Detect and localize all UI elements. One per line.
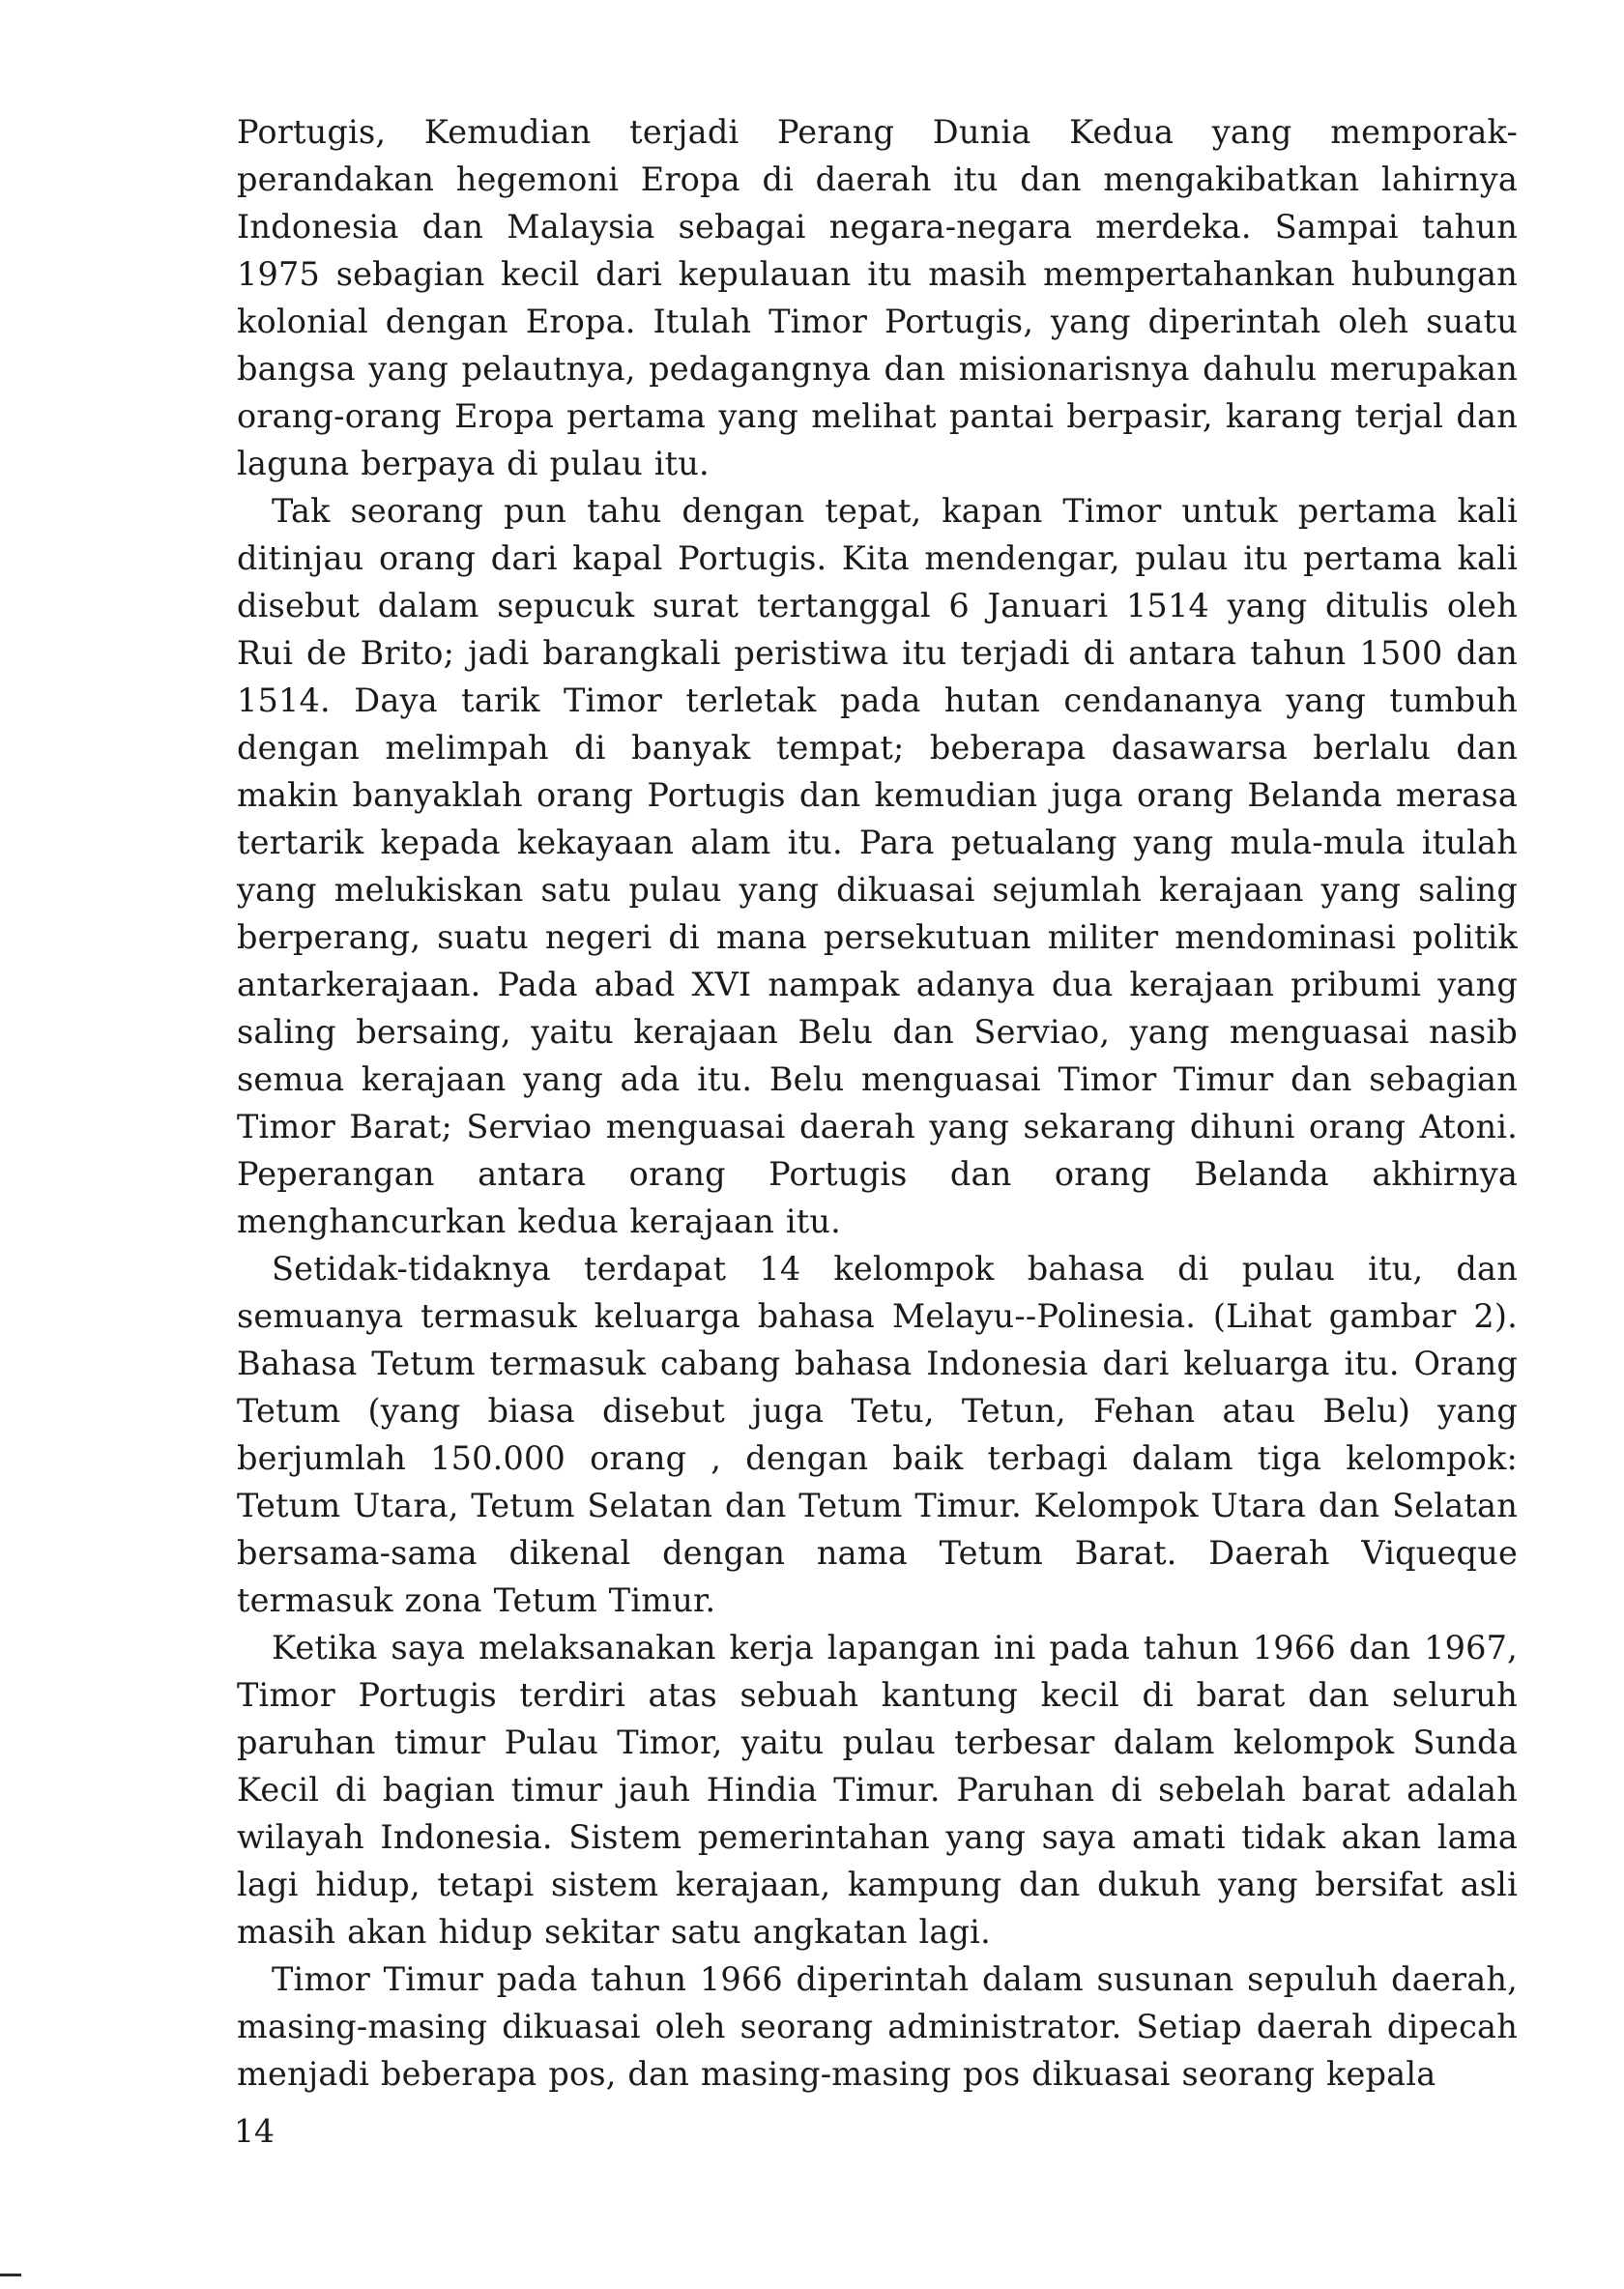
paragraph-5: Timor Timur pada tahun 1966 diperintah dalam susunan sepuluh daerah, masing-masing dikuasai oleh seorang administrator. Setiap daerah dipecah menjadi beberapa pos, dan masing-masing pos dikuasai seorang kepala xyxy=(237,1960,1518,2093)
paragraph-3: Setidak-tidaknya terdapat 14 kelompok bahasa di pulau itu, dan semuanya termasuk keluarga bahasa Melayu--Polinesia. (Lihat gambar 2). Bahasa Tetum termasuk cabang bahasa Indonesia dari keluarga itu. Orang Tetum (yang biasa disebut juga Tetu, Tetun, Fehan atau Belu) yang berjumlah 150.000 orang , dengan baik terbagi dalam tiga kelompok: Tetum Utara, Tetum Selatan dan Tetum Timur. Kelompok Utara dan Selatan bersama-sama dikenal dengan nama Tetum Barat. Daerah Viqueque termasuk zona Tetum Timur. xyxy=(237,1250,1518,1619)
scan-edge-mark xyxy=(0,2274,21,2276)
paragraph-2: Tak seorang pun tahu dengan tepat, kapan Timor untuk pertama kali ditinjau orang dari kapal Portugis. Kita mendengar, pulau itu pertama kali disebut dalam sepucuk surat tertanggal 6 Januari 1514 yang ditulis oleh Rui de Brito; jadi barangkali peristiwa itu terjadi di antara tahun 1500 dan 1514. Daya tarik Timor terletak pada hutan cendananya yang tumbuh dengan melimpah di banyak tempat; beberapa dasawarsa berlalu dan makin banyaklah orang Portugis dan kemudian juga orang Belanda merasa tertarik kepada kekayaan alam itu. Para petualang yang mula-mula itulah yang melukiskan satu pulau yang dikuasai sejumlah kerajaan yang saling berperang, suatu negeri di mana persekutuan militer mendominasi politik antarkerajaan. Pada abad XVI nampak adanya dua kerajaan pribumi yang saling bersaing, yaitu kerajaan Belu dan Serviao, yang menguasai nasib semua kerajaan yang ada itu. Belu menguasai Timor Timur dan sebagian Timor Barat; Serviao menguasai daerah yang sekarang dihuni orang Atoni. Peperangan antara orang Portugis dan orang Belanda akhirnya menghancurkan kedua kerajaan itu. xyxy=(237,492,1518,1240)
body-text xyxy=(237,108,1518,2098)
page-number: 14 xyxy=(234,2112,275,2150)
paragraph-1: Portugis, Kemudian terjadi Perang Dunia Kedua yang memporak-perandakan hegemoni Eropa di daerah itu dan mengakibatkan lahirnya Indonesia dan Malaysia sebagai negara-negara merdeka. Sampai tahun 1975 sebagian kecil dari kepulauan itu masih mempertahankan hubungan kolonial dengan Eropa. Itulah Timor Portugis, yang diperintah oleh suatu bangsa yang pelautnya, pedagangnya dan misionarisnya dahulu merupakan orang-orang Eropa pertama yang melihat pantai berpasir, karang terjal dan laguna berpaya di pulau itu. xyxy=(237,113,1518,482)
paragraph-4: Ketika saya melaksanakan kerja lapangan ini pada tahun 1966 dan 1967, Timor Portugis terdiri atas sebuah kantung kecil di barat dan seluruh paruhan timur Pulau Timor, yaitu pulau terbesar dalam kelompok Sunda Kecil di bagian timur jauh Hindia Timur. Paruhan di sebelah barat adalah wilayah Indonesia. Sistem pemerintahan yang saya amati tidak akan lama lagi hidup, tetapi sistem kerajaan, kampung dan dukuh yang bersifat asli masih akan hidup sekitar satu angkatan lagi. xyxy=(237,1629,1518,1951)
